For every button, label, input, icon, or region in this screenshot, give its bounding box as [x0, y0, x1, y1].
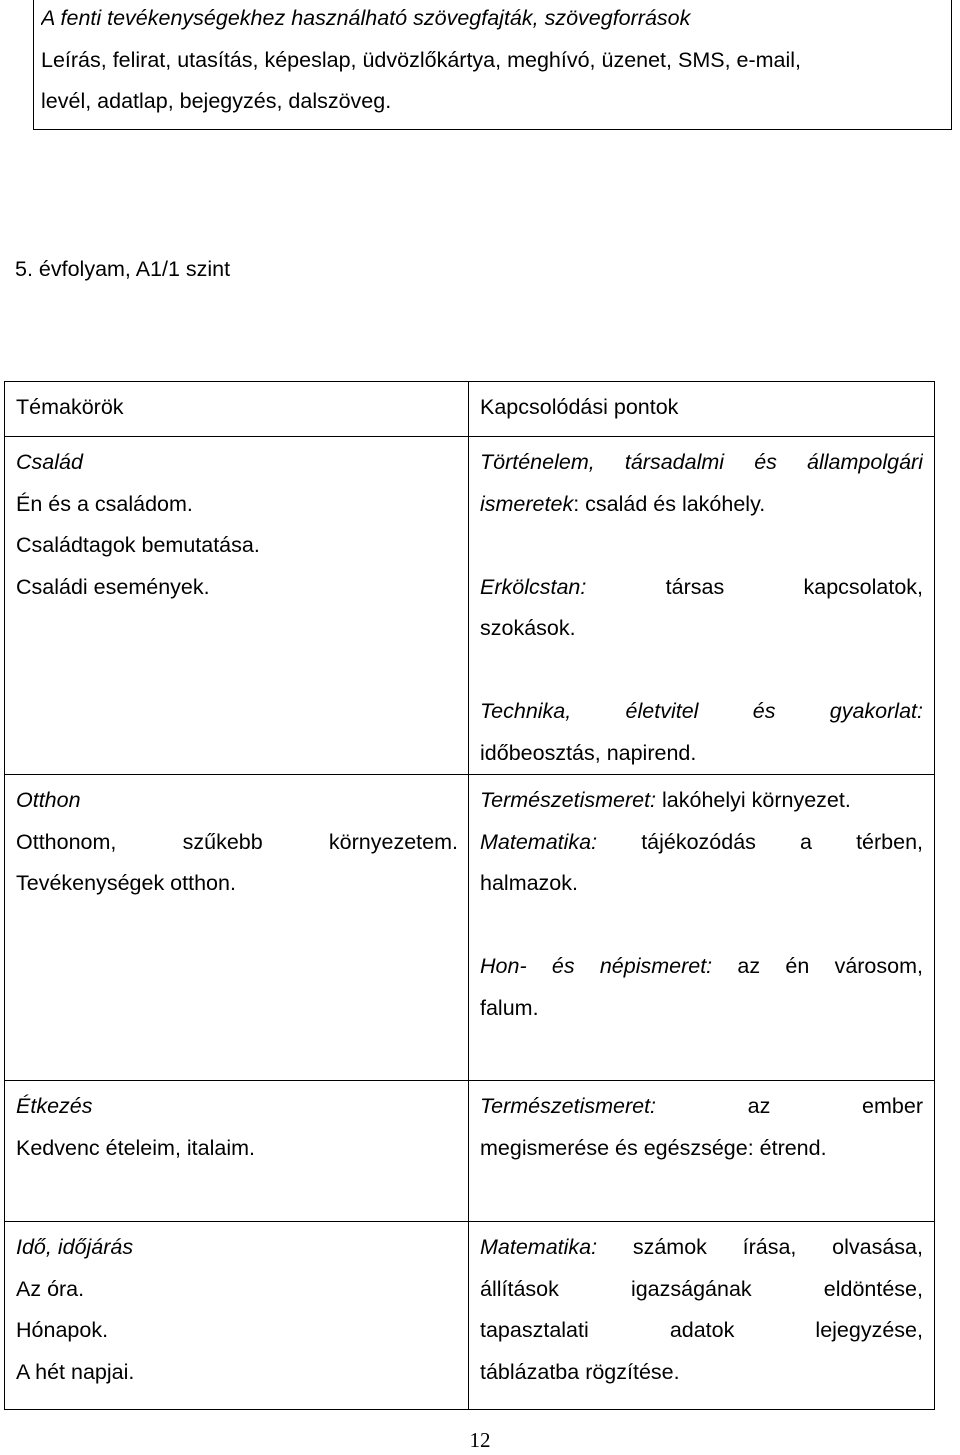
link-line: Természetismeret: lakóhelyi környezet. [480, 788, 851, 812]
topic-title: Idő, időjárás [16, 1235, 134, 1259]
topic-item: Családtagok bemutatása. [16, 533, 260, 557]
header-links: Kapcsolódási pontok [480, 395, 679, 419]
table-row [5, 775, 935, 1081]
link-line: táblázatba rögzítése. [480, 1359, 680, 1384]
link-line: állítások igazságának eldöntése, [480, 1276, 923, 1301]
curriculum-table [4, 381, 935, 1410]
link-line: Matematika: számok írása, olvasása, [480, 1235, 923, 1259]
link-line: Természetismeret: az ember [480, 1094, 923, 1118]
link-line: tapasztalati adatok lejegyzése, [480, 1318, 923, 1342]
topic-title: Étkezés [16, 1094, 93, 1118]
links-cell-home [469, 775, 935, 1081]
header-topics-cell [5, 382, 469, 437]
table-row [5, 1081, 935, 1222]
topic-title: Család [16, 450, 83, 474]
topic-item: Családi események. [16, 574, 210, 599]
link-line: Hon- és népismeret: az én városom, [480, 954, 923, 978]
topic-cell-time [5, 1222, 469, 1410]
links-cell-family [469, 437, 935, 775]
topic-item: Én és a családom. [16, 491, 193, 516]
topic-item: Kedvenc ételeim, italaim. [16, 1135, 255, 1160]
link-line: Technika, életvitel és gyakorlat: [480, 699, 923, 723]
topic-cell-family [5, 437, 469, 775]
links-cell-time [469, 1222, 935, 1410]
topic-item: Az óra. [16, 1276, 85, 1301]
table-header-row [5, 382, 935, 437]
text-types-line-1: Leírás, felirat, utasítás, képeslap, üdvözlőkártya, meghívó, üzenet, SMS, e-mail, [41, 47, 802, 72]
link-line: halmazok. [480, 871, 578, 895]
topic-item: A hét napjai. [16, 1359, 135, 1384]
topic-item: Otthonom, szűkebb környezetem. [16, 829, 458, 854]
links-cell-food [469, 1081, 935, 1222]
text-types-line-2: levél, adatlap, bejegyzés, dalszöveg. [41, 89, 392, 113]
link-line: megismerése és egészsége: étrend. [480, 1135, 827, 1160]
table-row [5, 1222, 935, 1410]
link-line: Erkölcstan: társas kapcsolatok, [480, 574, 923, 599]
header-links-cell [469, 382, 935, 437]
page-number: 12 [469, 1428, 491, 1452]
text-types-box [33, 0, 952, 130]
table-row [5, 437, 935, 775]
topic-cell-home [5, 775, 469, 1081]
link-line: szokások. [480, 616, 576, 640]
link-line: Történelem, társadalmi és állampolgári [480, 450, 923, 474]
topic-item: Tevékenységek otthon. [16, 871, 236, 895]
grade-title: 5. évfolyam, A1/1 szint [15, 257, 231, 281]
topic-title: Otthon [16, 788, 81, 812]
header-topics: Témakörök [16, 395, 124, 419]
text-types-heading: A fenti tevékenységekhez használható szövegfajták, szövegforrások [41, 6, 691, 30]
link-line: falum. [480, 995, 539, 1020]
topic-item: Hónapok. [16, 1318, 109, 1342]
link-line: időbeosztás, napirend. [480, 740, 697, 765]
link-line: Matematika: tájékozódás a térben, [480, 829, 923, 854]
link-line: ismeretek: család és lakóhely. [480, 491, 766, 516]
topic-cell-food [5, 1081, 469, 1222]
